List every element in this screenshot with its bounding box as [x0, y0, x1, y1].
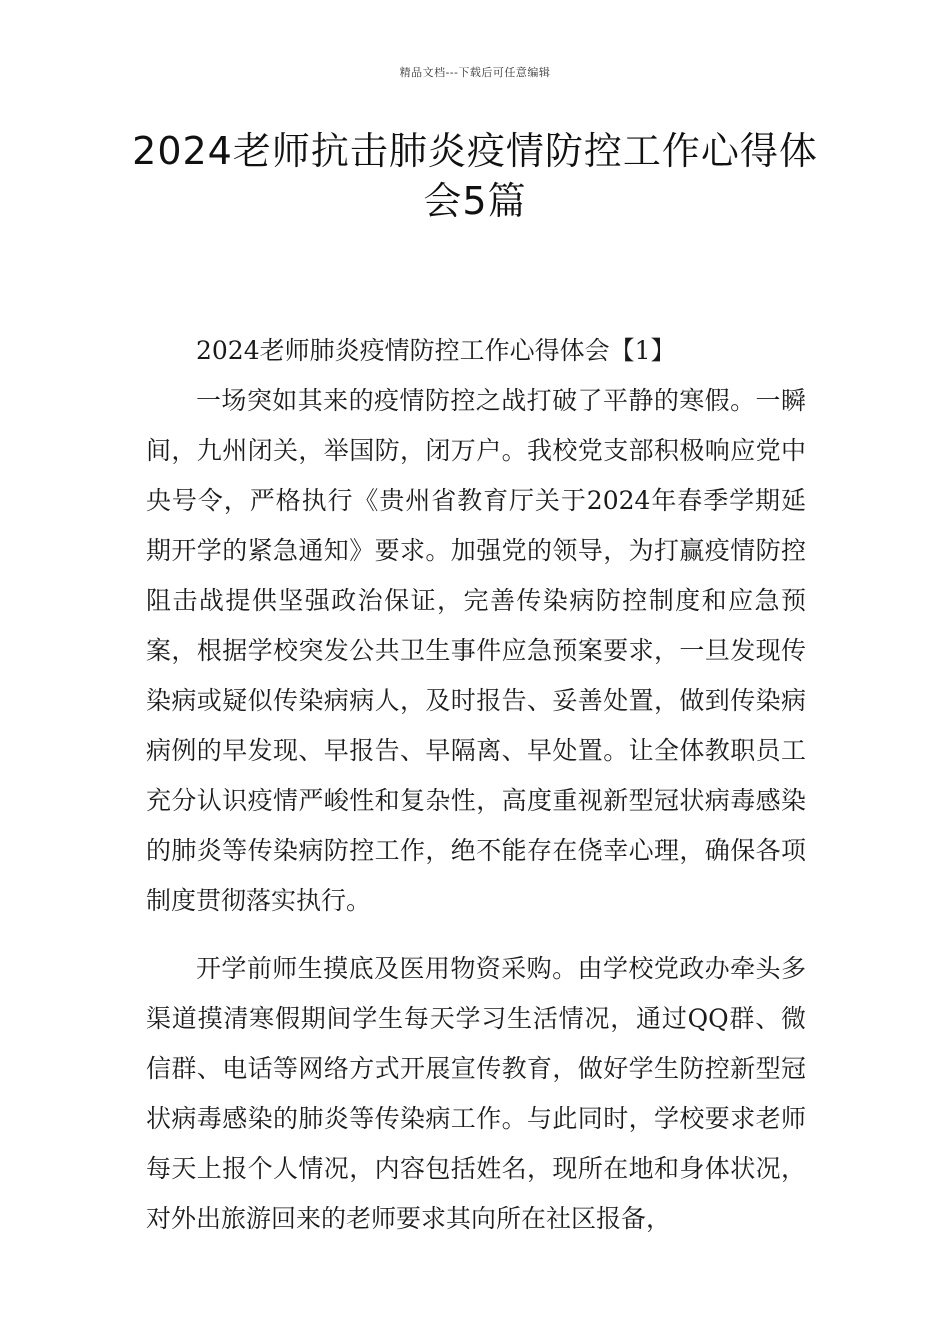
- section-heading: 2024老师肺炎疫情防控工作心得体会【1】: [196, 336, 676, 365]
- header-note: 精品文档---下载后可任意编辑: [399, 66, 551, 79]
- document-body: [146, 326, 806, 1244]
- document-title: 2024老师抗击肺炎疫情防控工作心得体会5篇: [132, 129, 818, 223]
- paragraph-2: 开学前师生摸底及医用物资采购。由学校党政办牵头多渠道摸清寒假期间学生每天学习生活情况，通过QQ群、微信群、电话等网络方式开展宣传教育，做好学生防控新型冠状病毒感染的肺炎等传染病工作。与此同时，学校要求老师每天上报个人情况，内容包括姓名，现所在地和身体状况，对外出旅游回来的老师要求其向所在社区报备，: [146, 954, 806, 1233]
- paragraph-1: 一场突如其来的疫情防控之战打破了平静的寒假。一瞬间，九州闭关，举国防，闭万户。我校党支部积极响应党中央号令，严格执行《贵州省教育厅关于2024年春季学期延期开学的紧急通知》要求。加强党的领导，为打赢疫情防控阻击战提供坚强政治保证，完善传染病防控制度和应急预案，根据学校突发公共卫生事件应急预案要求，一旦发现传染病或疑似传染病病人，及时报告、妥善处置，做到传染病病例的早发现、早报告、早隔离、早处置。让全体教职员工充分认识疫情严峻性和复杂性，高度重视新型冠状病毒感染的肺炎等传染病防控工作，绝不能存在侥幸心理，确保各项制度贯彻落实执行。: [146, 386, 806, 915]
